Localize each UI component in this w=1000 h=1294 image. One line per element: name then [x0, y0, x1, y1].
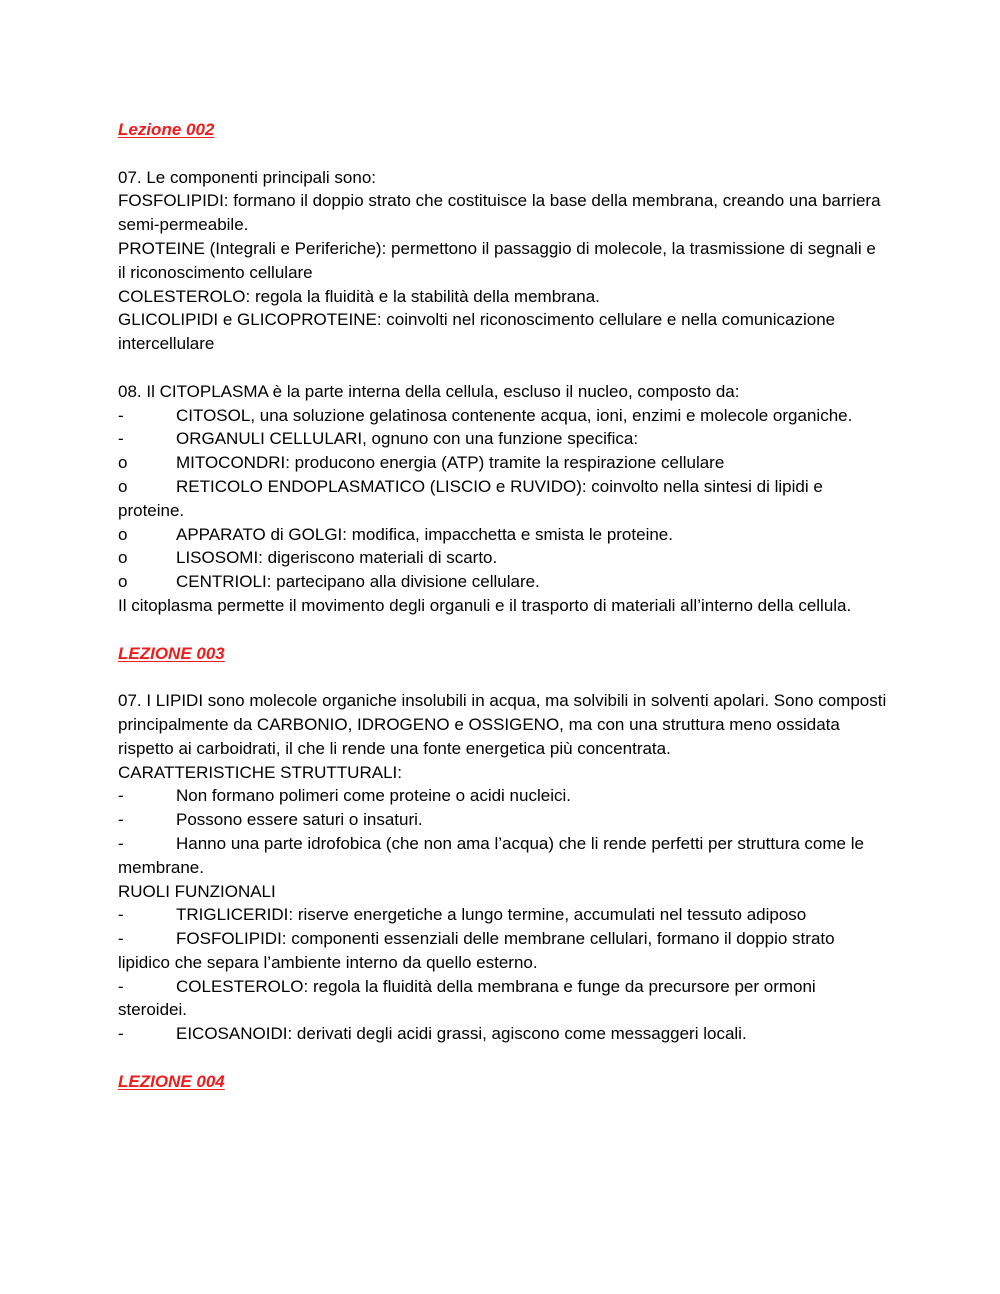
list-item	[118, 927, 888, 975]
list-item-text: COLESTEROLO: regola la fluidità della membrana e funge da precursore per ormoni steroidei.	[118, 976, 816, 1020]
list-item-text: Possono essere saturi o insaturi.	[176, 810, 423, 830]
spacer	[118, 356, 888, 380]
list-item	[118, 404, 888, 428]
list-item	[118, 523, 888, 547]
list-item	[118, 570, 888, 594]
list-item	[118, 1022, 888, 1046]
q07-paragraph-glicolipidi: GLICOLIPIDI e GLICOPROTEINE: coinvolti nel riconoscimento cellulare e nella comunicazione intercellulare	[118, 310, 836, 354]
bullet-marker: o	[118, 572, 128, 592]
list-item-text: Hanno una parte idrofobica (che non ama l’acqua) che li rende perfetti per struttura come le membrane.	[118, 833, 864, 877]
list-item-text: LISOSOMI: digeriscono materiali di scarto.	[176, 548, 498, 568]
heading-lezione-003: LEZIONE 003	[118, 643, 225, 663]
spacer	[118, 1046, 888, 1070]
list-item	[118, 832, 888, 880]
q07-intro: 07. Le componenti principali sono:	[118, 167, 376, 187]
q07-paragraph-fosfolipidi: FOSFOLIPIDI: formano il doppio strato che costituisce la base della membrana, creando una barriera semi-permeabile.	[118, 191, 881, 235]
list-item-text: APPARATO di GOLGI: modifica, impacchetta e smista le proteine.	[176, 524, 673, 544]
q08-list	[118, 404, 888, 594]
list-item	[118, 427, 888, 451]
list-item	[118, 808, 888, 832]
bullet-marker: -	[118, 1024, 124, 1044]
bullet-marker: o	[118, 476, 128, 496]
bullet-marker: -	[118, 786, 124, 806]
list-item-text: CITOSOL, una soluzione gelatinosa contenente acqua, ioni, enzimi e molecole organiche.	[176, 405, 853, 425]
q08-intro: 08. Il CITOPLASMA è la parte interna della cellula, escluso il nucleo, composto da:	[118, 381, 740, 401]
list-item	[118, 784, 888, 808]
q07-paragraph-colesterolo: COLESTEROLO: regola la fluidità e la stabilità della membrana.	[118, 286, 600, 306]
bullet-marker: -	[118, 929, 124, 949]
list-item-text: EICOSANOIDI: derivati degli acidi grassi, agiscono come messaggeri locali.	[176, 1024, 747, 1044]
lipidi-intro: 07. I LIPIDI sono molecole organiche insolubili in acqua, ma solvibili in solventi apolari. Sono composti principalmente da CARBONIO, IDROGENO e OSSIGENO, ma con una struttura meno ossidata rispetto ai carboidrati, il che li rende una fonte energetica più concentrata.	[118, 691, 887, 758]
list-item-text: TRIGLICERIDI: riserve energetiche a lungo termine, accumulati nel tessuto adiposo	[176, 905, 807, 925]
list-item	[118, 546, 888, 570]
spacer	[118, 142, 888, 166]
bullet-marker: -	[118, 429, 124, 449]
heading-lezione-002: Lezione 002	[118, 120, 215, 139]
list-item-text: RETICOLO ENDOPLASMATICO (LISCIO e RUVIDO): coinvolto nella sintesi di lipidi e proteine.	[118, 476, 823, 520]
list-item	[118, 975, 888, 1023]
roles-title: RUOLI FUNZIONALI	[118, 881, 276, 901]
list-item-text: MITOCONDRI: producono energia (ATP) tramite la respirazione cellulare	[176, 453, 725, 473]
bullet-marker: -	[118, 905, 124, 925]
document-page	[118, 118, 888, 1094]
bullet-marker: -	[118, 405, 124, 425]
bullet-marker: -	[118, 976, 124, 996]
list-item-text: ORGANULI CELLULARI, ognuno con una funzione specifica:	[176, 429, 639, 449]
bullet-marker: -	[118, 810, 124, 830]
struct-list	[118, 784, 888, 879]
list-item	[118, 475, 888, 523]
roles-list	[118, 903, 888, 1046]
bullet-marker: o	[118, 453, 128, 473]
list-item	[118, 903, 888, 927]
struct-title: CARATTERISTICHE STRUTTURALI:	[118, 762, 402, 782]
list-item-text: CENTRIOLI: partecipano alla divisione cellulare.	[176, 572, 540, 592]
bullet-marker: -	[118, 833, 124, 853]
heading-lezione-004: LEZIONE 004	[118, 1071, 225, 1091]
spacer	[118, 618, 888, 642]
bullet-marker: o	[118, 548, 128, 568]
list-item-text: Non formano polimeri come proteine o acidi nucleici.	[176, 786, 571, 806]
list-item	[118, 451, 888, 475]
list-item-text: FOSFOLIPIDI: componenti essenziali delle membrane cellulari, formano il doppio strato lipidico che separa l’ambiente interno da quello esterno.	[118, 929, 835, 972]
bullet-marker: o	[118, 524, 128, 544]
q08-outro: Il citoplasma permette il movimento degli organuli e il trasporto di materiali all’interno della cellula.	[118, 595, 852, 615]
q07-paragraph-proteine: PROTEINE (Integrali e Periferiche): permettono il passaggio di molecole, la trasmissione di segnali e il riconoscimento cellulare	[118, 238, 876, 282]
spacer	[118, 665, 888, 689]
